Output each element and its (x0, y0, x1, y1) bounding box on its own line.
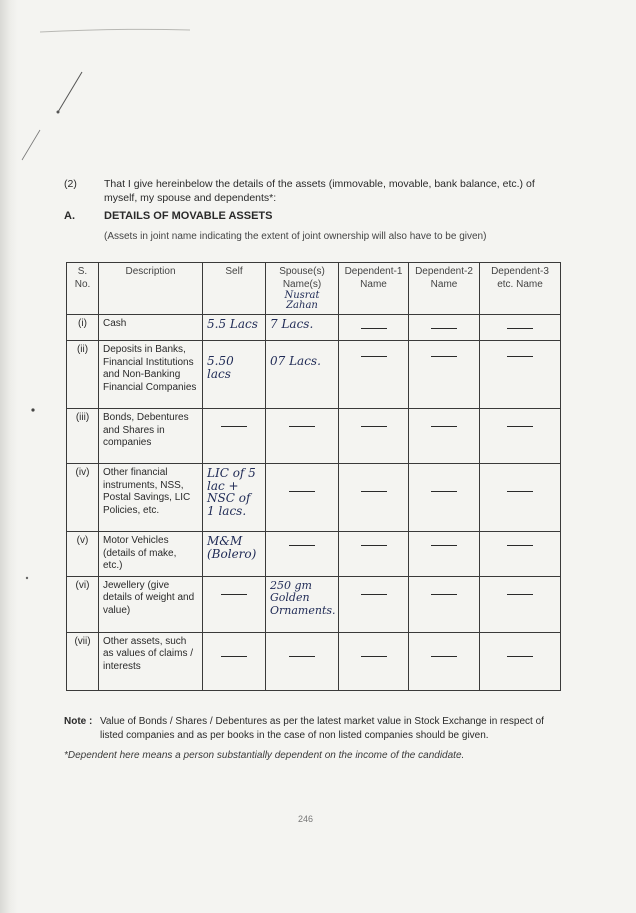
header-self: Self (203, 263, 266, 315)
header-spouse-label: Spouse(s) Name(s) (279, 266, 325, 290)
page-number: 246 (298, 814, 314, 824)
row-dep3-dash (480, 576, 561, 632)
intro-number: (2) (64, 178, 77, 190)
table-header-row (67, 263, 561, 315)
row-dep2-dash (409, 341, 480, 409)
table-row (67, 464, 561, 532)
row-spouse-dash (266, 632, 339, 690)
scan-page-edge (0, 0, 18, 913)
dependent-definition: *Dependent here means a person substantially dependent on the income of the candidate. (64, 750, 465, 761)
row-number: (vii) (67, 632, 99, 690)
row-dep1-dash (339, 341, 409, 409)
row-description: Other assets, such as values of claims / interests (99, 632, 203, 690)
row-spouse-value: 07 Lacs. (266, 341, 339, 409)
row-number: (vi) (67, 576, 99, 632)
row-description: Jewellery (give details of weight and value) (99, 576, 203, 632)
row-spouse-dash (266, 409, 339, 464)
row-number: (v) (67, 532, 99, 577)
table-row (67, 409, 561, 464)
row-dep2-dash (409, 532, 480, 577)
row-dep1-dash (339, 632, 409, 690)
row-spouse-value: 7 Lacs. (266, 315, 339, 341)
note-text: Value of Bonds / Shares / Debentures as per the latest market value in Stock Exchange in respect of listed companies and as per books in the case of non listed companies should be given. (100, 716, 544, 741)
table-row (67, 315, 561, 341)
row-description: Cash (99, 315, 203, 341)
section-subtitle: (Assets in joint name indicating the extent of joint ownership will also have to be given) (104, 231, 487, 242)
row-dep1-dash (339, 315, 409, 341)
row-self-value: M&M (Bolero) (203, 532, 266, 577)
row-description: Motor Vehicles (details of make, etc.) (99, 532, 203, 577)
row-self-value: 5.50 lacs (203, 341, 266, 409)
header-description: Description (99, 263, 203, 315)
table-row (67, 576, 561, 632)
header-spouse (266, 263, 339, 315)
table-row (67, 532, 561, 577)
header-dependent-1: Dependent-1 Name (339, 263, 409, 315)
row-dep2-dash (409, 632, 480, 690)
row-dep1-dash (339, 409, 409, 464)
row-self-dash (203, 632, 266, 690)
header-dependent-2: Dependent-2 Name (409, 263, 480, 315)
row-dep3-dash (480, 632, 561, 690)
table-row (67, 341, 561, 409)
row-dep3-dash (480, 315, 561, 341)
movable-assets-table (66, 262, 561, 691)
row-description: Bonds, Debentures and Shares in companies (99, 409, 203, 464)
intro-text: That I give hereinbelow the details of the assets (immovable, movable, bank balance, etc.) of myself, my spouse and dependents*: (104, 178, 535, 204)
spouse-name-handwritten: Nusrat Zahan (284, 290, 320, 311)
row-self-value: LIC of 5 lac + NSC of 1 lacs. (203, 464, 266, 532)
section-letter: A. (64, 210, 75, 222)
row-self-dash (203, 409, 266, 464)
row-dep2-dash (409, 315, 480, 341)
header-dependent-3: Dependent-3 etc. Name (480, 263, 561, 315)
row-number: (iii) (67, 409, 99, 464)
row-number: (iv) (67, 464, 99, 532)
row-number: (ii) (67, 341, 99, 409)
row-number: (i) (67, 315, 99, 341)
row-dep3-dash (480, 341, 561, 409)
row-spouse-dash (266, 464, 339, 532)
row-dep2-dash (409, 464, 480, 532)
row-dep3-dash (480, 464, 561, 532)
row-spouse-value: 250 gm Golden Ornaments. (266, 576, 339, 632)
row-dep2-dash (409, 409, 480, 464)
section-title: DETAILS OF MOVABLE ASSETS (104, 210, 273, 222)
note-label: Note : (64, 716, 93, 727)
row-self-value: 5.5 Lacs (203, 315, 266, 341)
row-dep3-dash (480, 409, 561, 464)
row-dep1-dash (339, 532, 409, 577)
row-spouse-dash (266, 532, 339, 577)
row-description: Other financial instruments, NSS, Postal Savings, LIC Policies, etc. (99, 464, 203, 532)
row-description: Deposits in Banks, Financial Institutions and Non-Banking Financial Companies (99, 341, 203, 409)
row-dep2-dash (409, 576, 480, 632)
row-self-dash (203, 576, 266, 632)
row-dep3-dash (480, 532, 561, 577)
header-s-no: S. No. (67, 263, 99, 315)
row-dep1-dash (339, 576, 409, 632)
table-row (67, 632, 561, 690)
row-dep1-dash (339, 464, 409, 532)
